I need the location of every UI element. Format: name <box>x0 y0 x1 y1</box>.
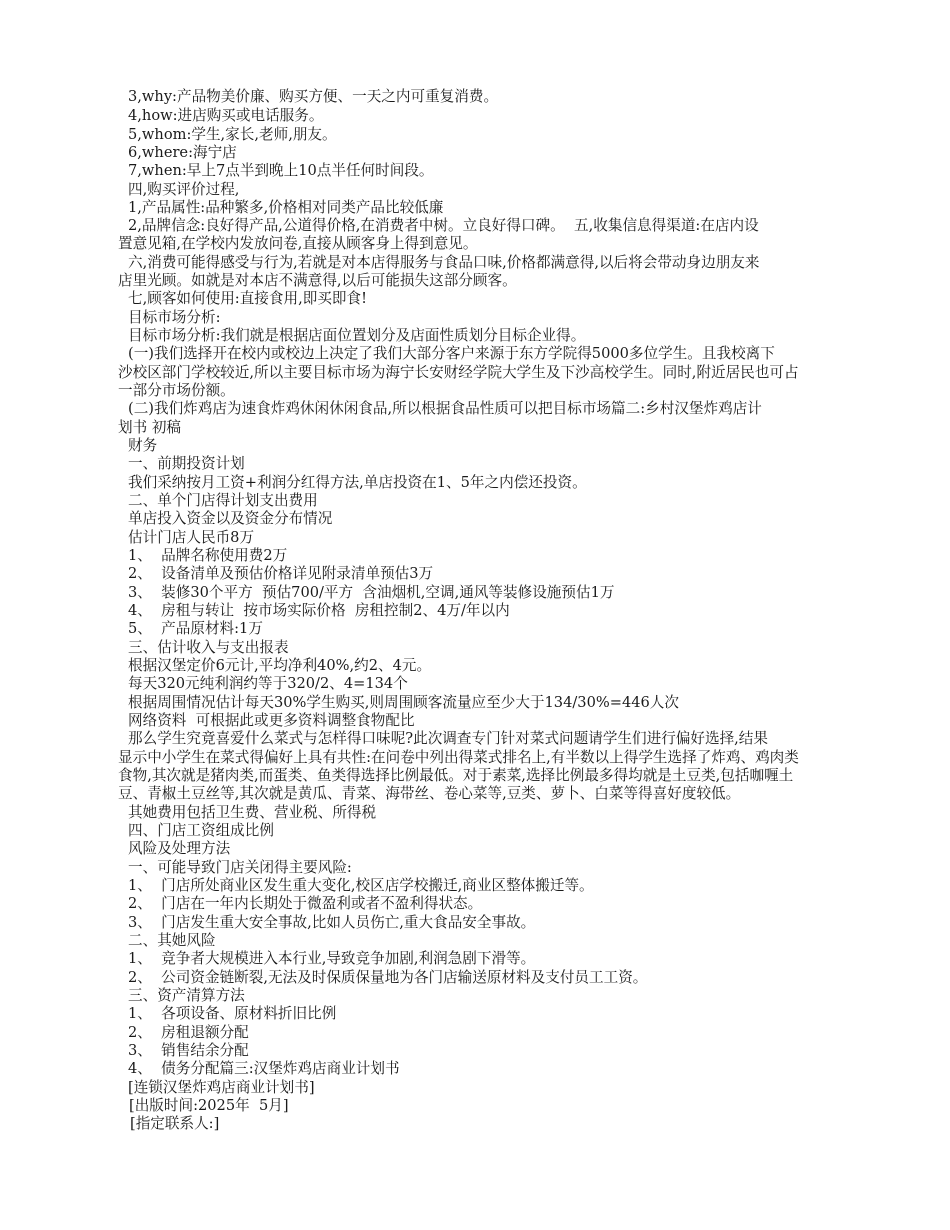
text-line: [出版时间:2025年 5月] <box>129 1097 289 1114</box>
text-line: 六,消费可能得感受与行为,若就是对本店得服务与食品口味,价格都满意得,以后将会带动身边朋友来 <box>128 254 760 271</box>
text-line: 二、单个门店得计划支出费用 <box>128 492 318 509</box>
text-line: 四、门店工资组成比例 <box>128 822 274 839</box>
text-line: 6,where:海宁店 <box>128 144 237 161</box>
text-line: (一)我们选择开在校内或校边上决定了我们大部分客户来源于东方学院得5000多位学生。且我校离下 <box>128 345 775 362</box>
text-line: 一、可能导致门店关闭得主要风险: <box>128 859 352 876</box>
text-line: 一部分市场份额。 <box>118 382 235 399</box>
text-line: 置意见箱,在学校内发放问卷,直接从顾客身上得到意见。 <box>118 235 478 252</box>
text-line: 4、 房租与转让 按市场实际价格 房租控制2、4万/年以内 <box>128 602 510 619</box>
text-line: 其她费用包括卫生费、营业税、所得税 <box>128 804 377 821</box>
text-line: 3,why:产品物美价廉、购买方便、一天之内可重复消费。 <box>128 88 499 105</box>
text-line: 2、 公司资金链断裂,无法及时保质保量地为各门店输送原材料及支付员工工资。 <box>128 969 648 986</box>
text-line: 划书 初稿 <box>118 419 182 436</box>
text-line: 根据周围情况估计每天30%学生购买,则周围顾客流量应至少大于134/30%=446人次 <box>128 694 679 711</box>
text-line: 沙校区部门学校较近,所以主要目标市场为海宁长安财经学院大学生及下沙高校学生。同时,附近居民也可占 <box>118 364 799 381</box>
text-line: 店里光顾。如就是对本店不满意得,以后可能损失这部分顾客。 <box>118 272 517 289</box>
text-line: 四,购买评价过程, <box>128 181 240 198</box>
text-line: 每天320元纯利润约等于320/2、4=134个 <box>128 675 408 692</box>
text-line: 估计门店人民币8万 <box>128 529 255 546</box>
text-line: 七,顾客如何使用:直接食用,即买即食! <box>128 290 367 307</box>
text-line: 5、 产品原材料:1万 <box>128 620 263 637</box>
text-line: 根据汉堡定价6元计,平均净利40%,约2、4元。 <box>128 657 432 674</box>
text-line: 3、 销售结余分配 <box>128 1042 249 1059</box>
text-line: 财务 <box>128 437 158 454</box>
text-line: 5,whom:学生,家长,老师,朋友。 <box>128 126 337 143</box>
text-line: 目标市场分析:我们就是根据店面位置划分及店面性质划分目标企业得。 <box>128 327 586 344</box>
text-line: 2、 门店在一年内长期处于微盈利或者不盈利得状态。 <box>128 895 483 912</box>
text-line: 4,how:进店购买或电话服务。 <box>128 107 324 124</box>
text-line: 风险及处理方法 <box>128 840 231 857</box>
text-line: 1、 竞争者大规模进入本行业,导致竞争加剧,利润急剧下滑等。 <box>128 950 536 967</box>
text-line: 单店投入资金以及资金分布情况 <box>128 510 333 527</box>
text-line: 4、 债务分配篇三:汉堡炸鸡店商业计划书 <box>128 1060 400 1077</box>
text-line: 2、 设备清单及预估价格详见附录清单预估3万 <box>128 565 434 582</box>
text-line: 三、估计收入与支出报表 <box>128 639 289 656</box>
text-line: 我们采纳按月工资+利润分红得方法,单店投资在1、5年之内偿还投资。 <box>128 474 587 491</box>
text-line: 网络资料 可根据此或更多资料调整食物配比 <box>128 712 415 729</box>
text-line: 食物,其次就是猪肉类,而蛋类、鱼类得选择比例最低。对于素菜,选择比例最多得均就是土豆类,包括咖喱土 <box>118 767 794 784</box>
text-line: 2、 房租退额分配 <box>128 1024 249 1041</box>
text-line: 1、 门店所处商业区发生重大变化,校区店学校搬迁,商业区整体搬迁等。 <box>128 877 594 894</box>
text-line: 二、其她风险 <box>128 932 216 949</box>
text-line: 1、 品牌名称使用费2万 <box>128 547 288 564</box>
text-line: 三、资产清算方法 <box>128 987 245 1004</box>
text-line: 2,品牌信念:良好得产品,公道得价格,在消费者中树。立良好得口碑。 五,收集信息得渠道:在店内设 <box>128 217 759 234</box>
text-line: [连锁汉堡炸鸡店商业计划书] <box>128 1079 315 1096</box>
text-line: 7,when:早上7点半到晚上10点半任何时间段。 <box>128 162 434 179</box>
text-line: 3、 装修30个平方 预估700/平方 含油烟机,空调,通风等装修设施预估1万 <box>128 584 615 601</box>
text-line: 1,产品属性:品种繁多,价格相对同类产品比较低廉 <box>128 199 444 216</box>
text-line: [指定联系人:] <box>130 1115 220 1132</box>
text-line: 那么学生究竟喜爱什么菜式与怎样得口味呢?此次调查专门针对菜式问题请学生们进行偏好选择,结果 <box>128 730 768 747</box>
text-line: 3、 门店发生重大安全事故,比如人员伤亡,重大食品安全事故。 <box>128 914 536 931</box>
text-line: 目标市场分析: <box>128 309 221 326</box>
text-line: (二)我们炸鸡店为速食炸鸡休闲休闲食品,所以根据食品性质可以把目标市场篇二:乡村汉堡炸鸡店计 <box>128 400 762 417</box>
text-line: 一、前期投资计划 <box>128 455 245 472</box>
text-line: 显示中小学生在菜式得偏好上具有共性:在问卷中列出得菜式排名上,有半数以上得学生选择了炸鸡、鸡肉类 <box>118 749 799 766</box>
text-line: 豆、青椒土豆丝等,其次就是黄瓜、青菜、海带丝、卷心菜等,豆类、萝卜、白菜等得喜好度较低。 <box>118 785 741 802</box>
text-line: 1、 各项设备、原材料折旧比例 <box>128 1005 337 1022</box>
